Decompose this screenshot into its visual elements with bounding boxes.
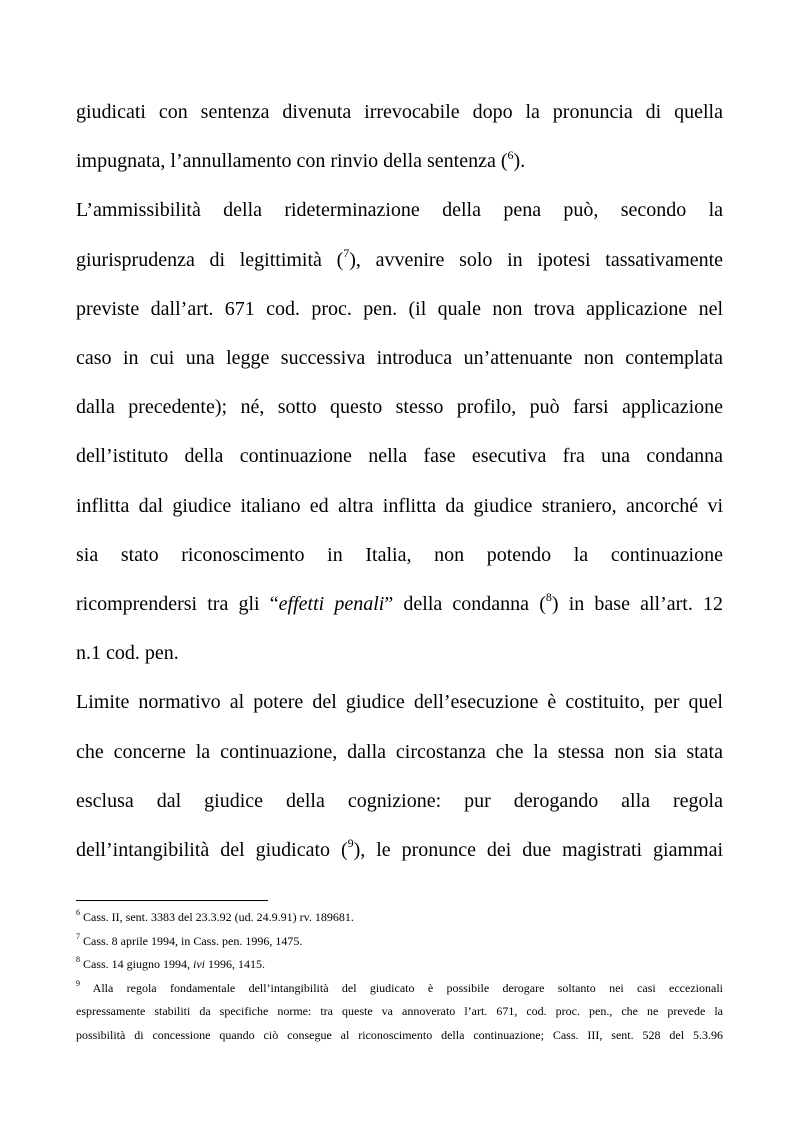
footnote-6 [76, 906, 723, 930]
footnotes [76, 906, 723, 1047]
text-line: dalla precedente); né, sotto questo stesso profilo, può farsi applicazione [76, 396, 723, 419]
footnote-line: $^7$ Cass. 8 aprile 1994, in Cass. pen. 1996, 1475. [76, 931, 303, 948]
footnote-number: 6 [76, 908, 80, 917]
text-line: previste dall’art. 671 cod. proc. pen. (il quale non trova applicazione nel [76, 297, 723, 320]
emphasis-effetti-penali: effetti penali [278, 593, 385, 616]
footnote-line: $^6$ Cass. II, sent. 3383 del 23.3.92 (ud. 24.9.91) rv. 189681. [76, 908, 354, 924]
text-line: impugnata, l’annullamento con rinvio della sentenza ($^6$). [76, 147, 526, 173]
text-line: che concerne la continuazione, dalla circostanza che la stessa non sia stata [76, 740, 723, 763]
text-line: L’ammissibilità della rideterminazione della pena può, secondo la [76, 199, 723, 222]
footnote-number: 8 [76, 955, 80, 964]
footnote-line: $^9$ Alla regola fondamentale dell’intangibilità del giudicato è possibile derogare soltanto nei casi eccezionali [76, 978, 723, 995]
main-text [76, 88, 723, 875]
footnote-7 [76, 930, 723, 954]
footnote-8 [76, 953, 723, 977]
text-line: Limite normativo al potere del giudice dell’esecuzione è costituito, per quel [76, 691, 723, 714]
footnote-line: possibilità di concessione quando ciò consegue al riconoscimento della continuazione; Cass. III, sent. 528 del 5.3.96 [76, 1027, 723, 1042]
footnote-line: $^8$ Cass. 14 giugno 1994, ivi 1996, 1415. [76, 955, 266, 971]
footnote-number: 9 [76, 978, 80, 988]
text-line: caso in cui una legge successiva introduca un’attenuante non contemplata [76, 347, 723, 370]
emphasis-ivi: ivi [193, 957, 206, 971]
text-line: inflitta dal giudice italiano ed altra inflitta da giudice straniero, ancorché vi [76, 494, 723, 517]
paragraph-3 [76, 678, 723, 875]
text-line: giurisprudenza di legittimità ($^7$), avvenire solo in ipotesi tassativamente [76, 245, 723, 271]
text-line: esclusa dal giudice della cognizione: pur derogando alla regola [76, 789, 723, 812]
text-line: dell’intangibilità del giudicato ($^9$), le pronunce dei due magistrati giammai [76, 836, 723, 862]
paragraph-2 [76, 186, 723, 678]
footnote-ref-7[interactable]: 7 [343, 245, 350, 260]
footnote-ref-6[interactable]: 6 [507, 147, 514, 162]
footnote-ref-8[interactable]: 8 [545, 590, 552, 605]
footnote-line: espressamente stabiliti da specifiche norme: tra queste va annoverato l’art. 671, cod. proc. pen., che ne prevede la [76, 1004, 723, 1018]
paragraph-1 [76, 88, 723, 186]
footnote-ref-9[interactable]: 9 [347, 836, 354, 851]
text-line: n.1 cod. pen. [76, 642, 179, 665]
footnote-number: 7 [76, 931, 80, 941]
text-line: giudicati con sentenza divenuta irrevocabile dopo la pronuncia di quella [76, 101, 723, 123]
text-line: ricomprendersi tra gli “effetti penali” della condanna ($^8$) in base all’art. 12 [76, 590, 724, 616]
text-line: dell’istituto della continuazione nella fase esecutiva fra una condanna [76, 445, 723, 468]
footnote-separator [76, 900, 268, 901]
text-line: sia stato riconoscimento in Italia, non potendo la continuazione [76, 543, 723, 566]
footnote-9 [76, 977, 723, 1048]
